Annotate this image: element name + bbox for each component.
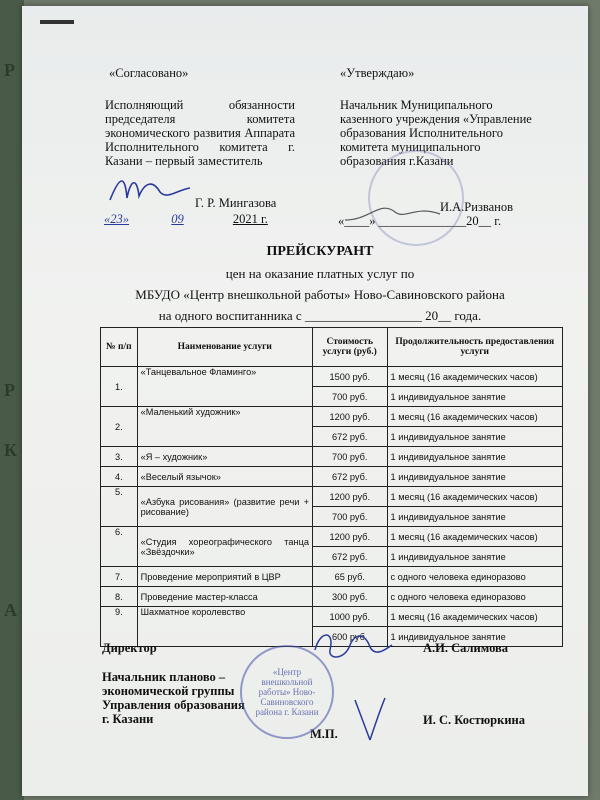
approved-date-day: «23»	[104, 212, 129, 226]
row-cost: 672 руб.	[312, 547, 387, 567]
table-header-row	[101, 328, 563, 367]
row-num: 8.	[101, 587, 138, 607]
row-name: Проведение мероприятий в ЦВР	[137, 567, 312, 587]
table-row	[101, 587, 563, 607]
row-duration: с одного человека единоразово	[387, 587, 562, 607]
header-name: Наименование услуги	[137, 328, 312, 367]
row-duration: 1 индивидуальное занятие	[387, 447, 562, 467]
row-cost: 1200 руб.	[312, 527, 387, 547]
signature-kostyurkina	[345, 690, 395, 750]
row-duration: 1 месяц (16 академических часов)	[387, 487, 562, 507]
row-cost: 600 руб.	[312, 627, 387, 647]
row-name: «Студия хореографического танца «Звёздочки»	[137, 527, 312, 567]
organization-stamp	[240, 645, 334, 739]
confirm-date: «____» ______________20__ г.	[338, 214, 502, 228]
table-row	[101, 367, 563, 387]
row-num: 4.	[101, 467, 138, 487]
row-name: «Азбука рисования» (развитие речи + рисование)	[137, 487, 312, 527]
planning-label-4: г. Казани	[102, 712, 154, 726]
staple-mark	[40, 20, 74, 24]
planning-label-1: Начальник планово –	[102, 670, 226, 684]
strip-mark: Р	[4, 60, 15, 80]
table-row	[101, 527, 563, 547]
row-num: 7.	[101, 567, 138, 587]
table-row	[101, 487, 563, 507]
table-row	[101, 447, 563, 467]
row-duration: 1 месяц (16 академических часов)	[387, 607, 562, 627]
row-name: «Веселый язычок»	[137, 467, 312, 487]
title-line-3: на одного воспитанника с __________________ 20__ года.	[158, 308, 482, 323]
row-cost: 300 руб.	[312, 587, 387, 607]
table-row	[101, 567, 563, 587]
row-name: «Я – художник»	[137, 447, 312, 467]
planning-label	[102, 670, 245, 726]
table-row	[101, 607, 563, 627]
row-num: 5.	[101, 487, 138, 527]
confirm-heading: «Утверждаю»	[340, 66, 415, 80]
row-cost: 700 руб.	[312, 447, 387, 467]
row-duration: 1 индивидуальное занятие	[387, 467, 562, 487]
approved-date-month: 09	[171, 212, 184, 226]
confirm-body: Начальник Муниципального казенного учреждения «Управление образования Исполнительного комитета муниципального образования г.Казани	[340, 98, 532, 168]
confirm-block	[340, 66, 540, 168]
document-title: ПРЕЙСКУРАНТ	[266, 244, 374, 259]
planning-name: И. С. Костюркина	[423, 713, 525, 727]
row-cost: 1200 руб.	[312, 407, 387, 427]
row-duration: 1 индивидуальное занятие	[387, 387, 562, 407]
row-num: 3.	[101, 447, 138, 467]
strip-mark: К	[4, 440, 18, 460]
row-duration: 1 месяц (16 академических часов)	[387, 527, 562, 547]
approved-date	[104, 212, 268, 227]
signature-mingazova	[105, 170, 195, 210]
planning-label-3: Управления образования	[102, 698, 245, 712]
row-duration: 1 индивидуальное занятие	[387, 427, 562, 447]
stamp-text: «Центр внешкольной работы» Ново-Савиновского района г. Казани	[255, 667, 319, 717]
approved-block	[105, 66, 305, 168]
planning-label-2: экономической группы	[102, 684, 235, 698]
header-duration: Продолжительность предоставления услуги	[387, 328, 562, 367]
row-cost: 1200 руб.	[312, 487, 387, 507]
row-duration: 1 индивидуальное занятие	[387, 627, 562, 647]
row-duration: 1 индивидуальное занятие	[387, 547, 562, 567]
background-strip	[0, 0, 24, 800]
title-line-2: МБУДО «Центр внешкольной работы» Ново-Савиновского района	[135, 287, 505, 302]
approved-date-year: 2021 г.	[232, 212, 268, 226]
approved-body: Исполняющий обязанности председателя комитета экономического развития Аппарата Исполнительного комитета г. Казани – первый заместитель	[105, 98, 295, 168]
strip-mark: Р	[4, 380, 15, 400]
director-label: Директор	[102, 641, 157, 655]
title-line-1: цен на оказание платных услуг по	[225, 266, 415, 281]
row-cost: 700 руб.	[312, 507, 387, 527]
confirm-name: И.А.Ризванов	[440, 200, 514, 214]
row-num: 9.	[101, 607, 138, 647]
approved-name: Г. Р. Мингазова	[195, 196, 277, 210]
strip-mark: А	[4, 600, 17, 620]
table-row	[101, 467, 563, 487]
row-cost: 672 руб.	[312, 467, 387, 487]
row-num: 2.	[101, 407, 138, 447]
row-duration: 1 индивидуальное занятие	[387, 507, 562, 527]
mp-label: М.П.	[310, 727, 338, 741]
row-name: Шахматное королевство	[137, 607, 312, 647]
row-num: 1.	[101, 367, 138, 407]
row-name: «Танцевальное Фламинго»	[137, 367, 312, 407]
director-name: А.И. Салимова	[423, 641, 509, 655]
header-cost: Стоимость услуги (руб.)	[312, 328, 387, 367]
row-duration: с одного человека единоразово	[387, 567, 562, 587]
row-cost: 700 руб.	[312, 387, 387, 407]
row-duration: 1 месяц (16 академических часов)	[387, 367, 562, 387]
approved-heading: «Согласовано»	[109, 66, 189, 80]
row-name: «Маленький художник»	[137, 407, 312, 447]
price-table	[100, 327, 563, 647]
row-cost: 672 руб.	[312, 427, 387, 447]
table-row	[101, 407, 563, 427]
row-cost: 65 руб.	[312, 567, 387, 587]
row-cost: 1500 руб.	[312, 367, 387, 387]
header-num: № п/п	[101, 328, 138, 367]
signature-rizvanov	[340, 190, 450, 230]
row-name: Проведение мастер-класса	[137, 587, 312, 607]
row-duration: 1 месяц (16 академических часов)	[387, 407, 562, 427]
row-cost: 1000 руб.	[312, 607, 387, 627]
row-num: 6.	[101, 527, 138, 567]
